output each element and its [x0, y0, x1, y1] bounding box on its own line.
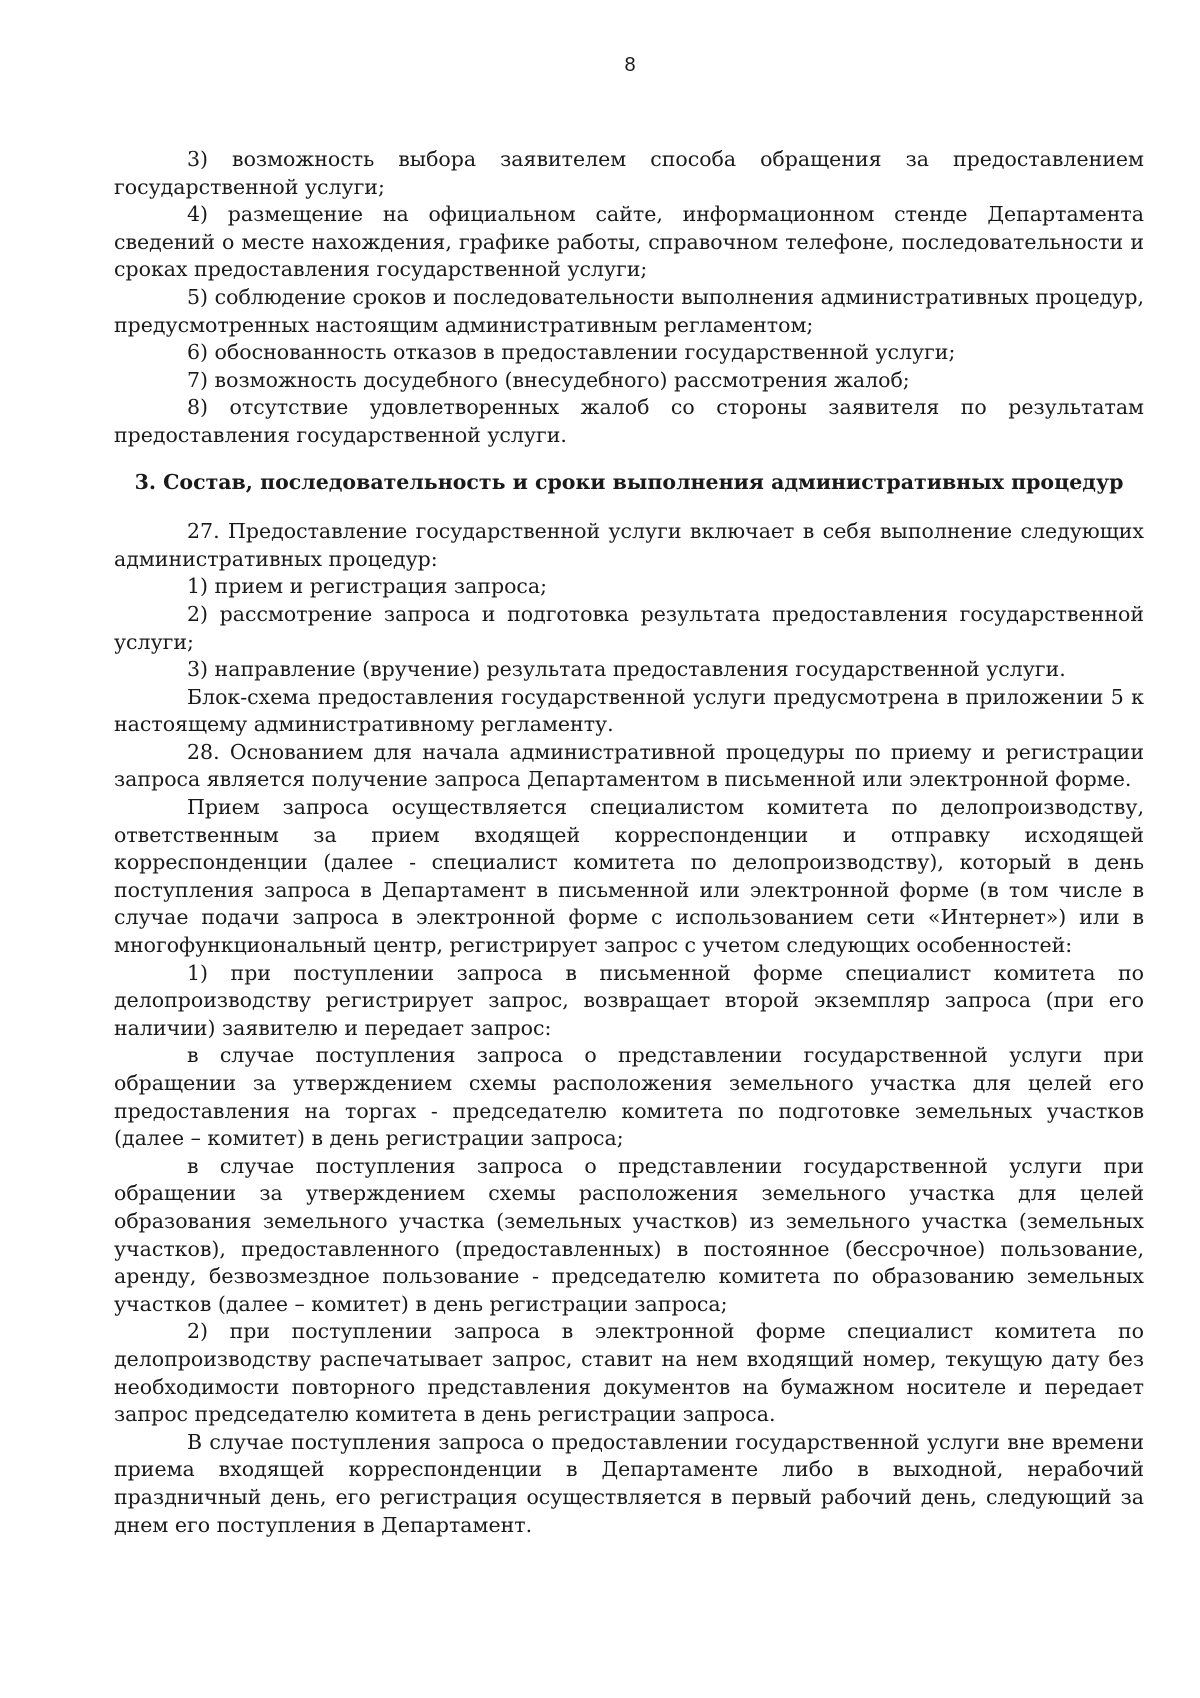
- paragraph: 1) при поступлении запроса в письменной форме специалист комитета по делопроизводству регистрирует запрос, возвращает второй экземпляр запроса (при его наличии) заявителю и передает запрос:: [114, 960, 1144, 1040]
- paragraph: Прием запроса осуществляется специалистом комитета по делопроизводству, ответственным за прием входящей корреспонденции и отправку исходящей корреспонденции (далее - специалист комитета по делопроизводству), который в день поступления запроса в Департамент в письменной или электронной форме (в том числе в случае подачи запроса в электронной форме с использованием сети «Интернет») или в многофункциональный центр, регистрирует запрос с учетом следующих особенностей:: [114, 795, 1144, 958]
- paragraph: в случае поступления запроса о представлении государственной услуги при обращении за утверждением схемы расположения земельного участка для целей его предоставления на торгах - председателю комитета по подготовке земельных участков (далее – комитет) в день регистрации запроса;: [114, 1043, 1144, 1151]
- paragraph: 7) возможность досудебного (внесудебного) рассмотрения жалоб;: [187, 367, 910, 392]
- paragraph: 5) соблюдение сроков и последовательности выполнения административных процедур, предусмотренных настоящим административным регламентом;: [114, 284, 1144, 337]
- paragraph: В случае поступления запроса о предоставлении государственной услуги вне времени приема входящей корреспонденции в Департаменте либо в выходной, нерабочий праздничный день, его регистрация осуществляется в первый рабочий день, следующий за днем его поступления в Департамент.: [114, 1429, 1144, 1537]
- paragraph: 8) отсутствие удовлетворенных жалоб со стороны заявителя по результатам предоставления государственной услуги.: [114, 395, 1144, 447]
- document-body: [114, 146, 1144, 1539]
- paragraph: Блок-схема предоставления государственной услуги предусмотрена в приложении 5 к настоящему административному регламенту.: [114, 684, 1144, 737]
- paragraph: 3) направление (вручение) результата предоставления государственной услуги.: [187, 657, 1066, 682]
- paragraph: 6) обоснованность отказов в предоставлении государственной услуги;: [187, 340, 956, 365]
- section-heading: 3. Состав, последовательность и сроки выполнения административных процедур: [134, 469, 1124, 494]
- paragraph: 3) возможность выбора заявителем способа обращения за предоставлением государственной услуги;: [114, 147, 1144, 199]
- paragraph: в случае поступления запроса о представлении государственной услуги при обращении за утверждением схемы расположения земельного участка для целей образования земельного участка (земельных участков) из земельного участка (земельных участков), предоставленного (предоставленных) в постоянное (бессрочное) пользование, аренду, безвозмездное пользование - председателю комитета по образованию земельных участков (далее – комитет) в день регистрации запроса;: [114, 1153, 1144, 1316]
- paragraph: 4) размещение на официальном сайте, информационном стенде Департамента сведений о месте нахождения, графике работы, справочном телефоне, последовательности и сроках предоставления государственной услуги;: [114, 202, 1144, 282]
- paragraph: 1) прием и регистрация запроса;: [187, 574, 548, 599]
- paragraph: 2) рассмотрение запроса и подготовка результата предоставления государственной услуги;: [114, 601, 1144, 654]
- paragraph: 27. Предоставление государственной услуги включает в себя выполнение следующих административных процедур:: [114, 519, 1144, 571]
- page-number: 8: [624, 54, 636, 76]
- paragraph: 28. Основанием для начала административной процедуры по приему и регистрации запроса является получение запроса Департаментом в письменной или электронной форме.: [114, 739, 1144, 792]
- paragraph: 2) при поступлении запроса в электронной форме специалист комитета по делопроизводству распечатывает запрос, ставит на нем входящий номер, текущую дату без необходимости повторного представления документов на бумажном носителе и передает запрос председателю комитета в день регистрации запроса.: [114, 1319, 1144, 1427]
